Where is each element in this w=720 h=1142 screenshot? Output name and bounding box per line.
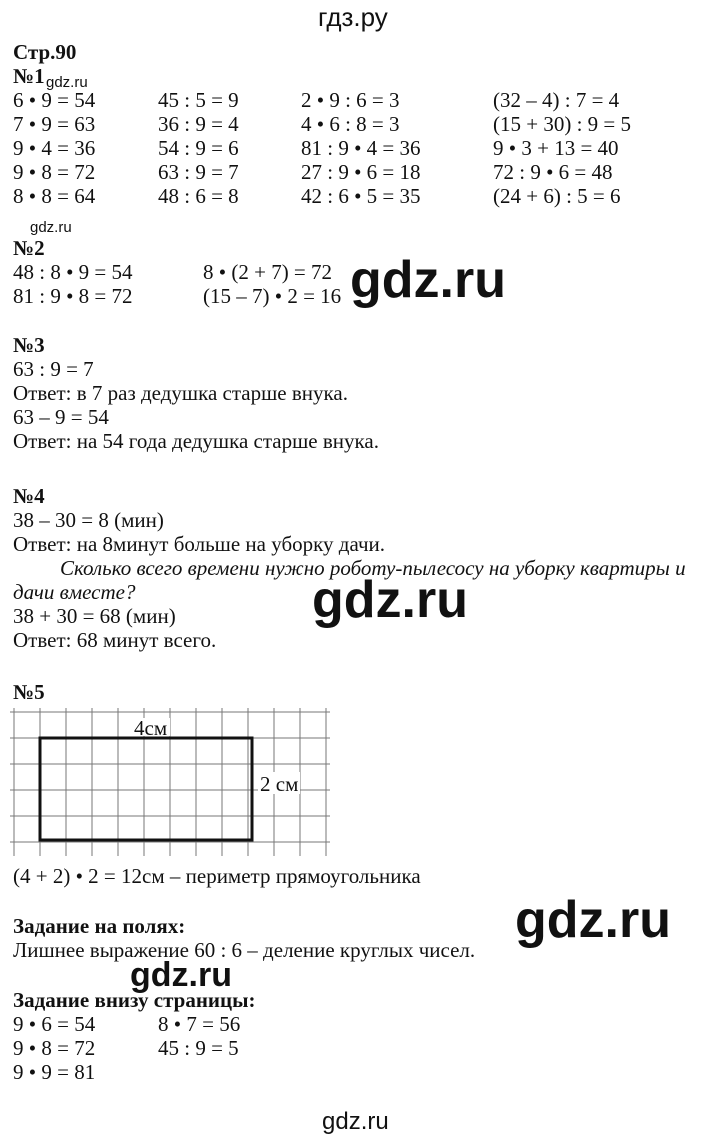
margin-task-text: Лишнее выражение 60 : 6 – деление круглых чисел. xyxy=(13,938,476,962)
task3-label: №3 xyxy=(13,333,45,357)
task4-label: №4 xyxy=(13,484,45,508)
watermark-mid: gdz.ru xyxy=(130,956,232,994)
task2-col1 xyxy=(13,260,133,308)
bottom-task-col2 xyxy=(158,1012,240,1060)
equation: 7 • 9 = 63 xyxy=(13,112,96,136)
task1-label: №1 xyxy=(13,64,45,88)
equation: 8 • 8 = 64 xyxy=(13,184,96,208)
equation: (32 – 4) : 7 = 4 xyxy=(493,88,620,112)
task1-watermark: gdz.ru xyxy=(46,74,88,91)
equation: 81 : 9 • 8 = 72 xyxy=(13,284,133,308)
equation: 9 • 6 = 54 xyxy=(13,1012,96,1036)
task1-col1 xyxy=(13,88,95,208)
equation: 9 • 9 = 81 xyxy=(13,1060,96,1084)
equation: 81 : 9 • 4 = 36 xyxy=(301,136,421,160)
equation: (24 + 6) : 5 = 6 xyxy=(493,184,621,208)
task4-line1: 38 – 30 = 8 (мин) xyxy=(13,508,164,532)
margin-task-title: Задание на полях: xyxy=(13,914,186,938)
task1-col3 xyxy=(301,88,421,208)
watermark-big-2: gdz.ru xyxy=(312,571,468,629)
task4-line2: Ответ: на 8минут больше на уборку дачи. xyxy=(13,532,386,556)
watermark-big-3: gdz.ru xyxy=(515,891,671,949)
equation: 63 : 9 = 7 xyxy=(158,160,239,184)
task4-question-line1: Сколько всего времени нужно роботу-пылесосу на уборку квартиры и xyxy=(60,556,686,580)
equation: 45 : 9 = 5 xyxy=(158,1036,239,1060)
task4-line4: Ответ: 68 минут всего. xyxy=(13,628,217,652)
equation: 6 • 9 = 54 xyxy=(13,88,96,112)
text-line: Ответ: в 7 раз дедушка старше внука. xyxy=(13,381,348,405)
rectangle-height-label: 2 см xyxy=(260,772,299,796)
bottom-task-col1 xyxy=(13,1012,95,1084)
text-line: 63 – 9 = 54 xyxy=(13,405,109,429)
equation: (15 – 7) • 2 = 16 xyxy=(203,284,342,308)
task3-lines xyxy=(13,357,379,453)
task2-watermark: gdz.ru xyxy=(30,219,72,236)
equation: 8 • (2 + 7) = 72 xyxy=(203,260,333,284)
task4-line3: 38 + 30 = 68 (мин) xyxy=(13,604,176,628)
equation: 27 : 9 • 6 = 18 xyxy=(301,160,421,184)
task5-formula: (4 + 2) • 2 = 12см – периметр прямоугольника xyxy=(13,864,421,888)
rectangle-width-label: 4см xyxy=(134,716,168,740)
equation: 8 • 7 = 56 xyxy=(158,1012,241,1036)
equation: 36 : 9 = 4 xyxy=(158,112,239,136)
equation: 4 • 6 : 8 = 3 xyxy=(301,112,400,136)
rectangle xyxy=(40,738,252,840)
equation: 2 • 9 : 6 = 3 xyxy=(301,88,400,112)
page-title: Стр.90 xyxy=(13,40,77,64)
equation: (15 + 30) : 9 = 5 xyxy=(493,112,632,136)
bottom-task-title: Задание внизу страницы: xyxy=(13,988,256,1012)
task5-label: №5 xyxy=(13,680,45,704)
task2-label: №2 xyxy=(13,236,45,260)
equation: 54 : 9 = 6 xyxy=(158,136,239,160)
equation: 48 : 8 • 9 = 54 xyxy=(13,260,133,284)
text-line: Ответ: на 54 года дедушка старше внука. xyxy=(13,429,379,453)
equation: 48 : 6 = 8 xyxy=(158,184,239,208)
equation: 42 : 6 • 5 = 35 xyxy=(301,184,421,208)
task4-question-line2: дачи вместе? xyxy=(13,580,136,604)
task1-col2 xyxy=(158,88,239,208)
equation: 9 • 3 + 13 = 40 xyxy=(493,136,619,160)
watermark-big-1: gdz.ru xyxy=(350,251,506,309)
equation: 45 : 5 = 9 xyxy=(158,88,239,112)
text-line: 63 : 9 = 7 xyxy=(13,357,94,381)
equation: 9 • 8 = 72 xyxy=(13,160,96,184)
task1-col4 xyxy=(493,88,631,208)
equation: 9 • 8 = 72 xyxy=(13,1036,96,1060)
footer-watermark: gdz.ru xyxy=(322,1108,389,1135)
task2-col2 xyxy=(203,260,341,308)
equation: 72 : 9 • 6 = 48 xyxy=(493,160,613,184)
equation: 9 • 4 = 36 xyxy=(13,136,96,160)
header-watermark: гдз.ру xyxy=(318,2,388,32)
